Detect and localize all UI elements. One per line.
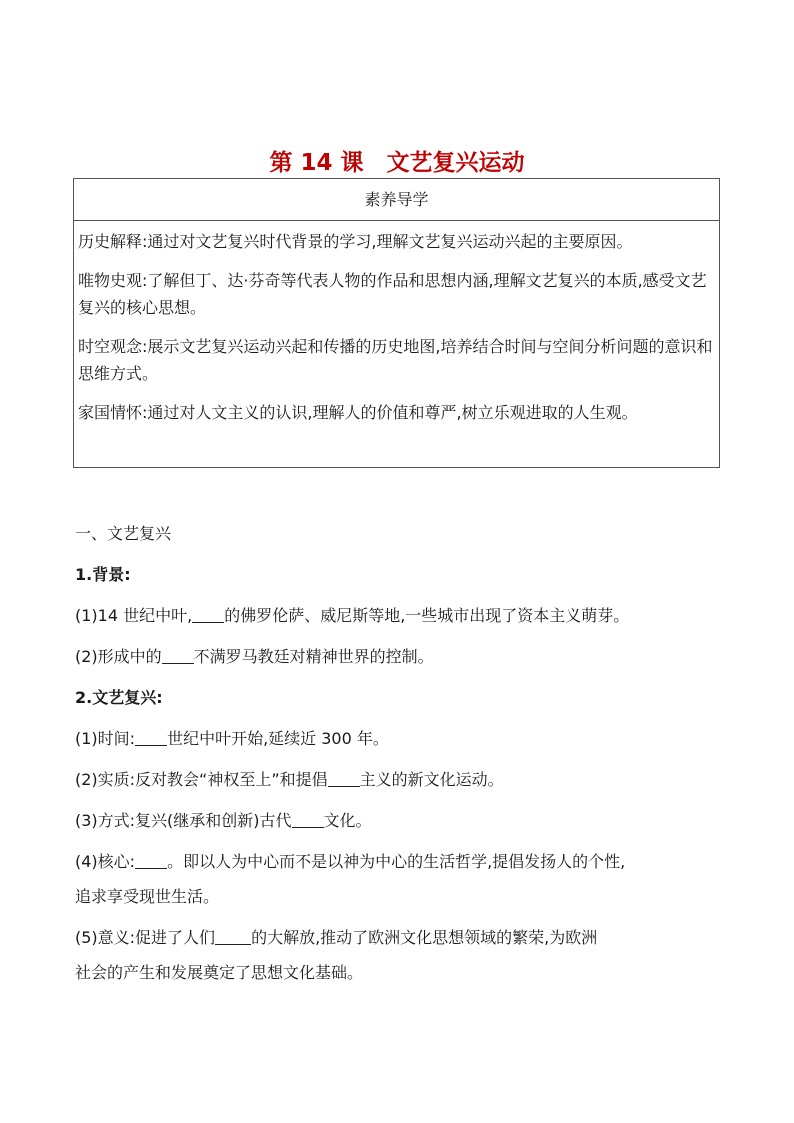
literacy-guide-body [74,221,719,427]
fill-blank[interactable] [135,852,167,869]
renaissance-item-4-cont: 追求享受现世生活。 [75,887,220,906]
section-renaissance [75,520,725,986]
background-item-2 [75,643,725,670]
text-fragment: (3)方式:复兴(继承和创新)古代 [75,811,292,830]
guide-item-patriotism: 家国情怀:通过对人文主义的认识,理解人的价值和尊严,树立乐观进取的人生观。 [78,402,638,422]
text-fragment: (2)实质:反对教会“神权至上”和提倡 [75,770,328,789]
subheading-background: 1.背景: [75,565,131,584]
text-fragment: 世纪中叶开始,延续近 300 年。 [167,729,389,748]
renaissance-item-4 [75,848,725,875]
text-fragment: (1)时间: [75,729,136,748]
fill-blank[interactable] [192,606,224,623]
guide-item-time-space: 时空观念:展示文艺复兴运动兴起和传播的历史地图,培养结合时间与空间分析问题的意识和思维方式。 [78,336,713,384]
fill-blank[interactable] [292,811,324,828]
text-fragment: 的佛罗伦萨、威尼斯等地,一些城市出现了资本主义萌芽。 [224,606,630,625]
renaissance-item-5-cont: 社会的产生和发展奠定了思想文化基础。 [75,963,364,982]
text-fragment: 。即以人为中心而不是以神为中心的生活哲学,提倡发扬人的个性, [167,852,626,871]
renaissance-item-3 [75,807,725,834]
background-item-1 [75,602,725,629]
literacy-guide-heading: 素养导学 [74,179,719,221]
text-fragment: (2)形成中的 [75,647,162,666]
renaissance-item-2 [75,766,725,793]
text-fragment: (4)核心: [75,852,136,871]
renaissance-item-1 [75,725,725,752]
text-fragment: 不满罗马教廷对精神世界的控制。 [193,647,434,666]
text-fragment: 主义的新文化运动。 [359,770,504,789]
fill-blank[interactable] [215,928,251,945]
text-fragment: 文化。 [323,811,372,830]
literacy-guide-box [73,178,720,468]
text-fragment: (1)14 世纪中叶, [75,606,193,625]
text-fragment: 的大解放,推动了欧洲文化思想领域的繁荣,为欧洲 [251,928,598,947]
guide-item-materialism: 唯物史观:了解但丁、达·芬奇等代表人物的作品和思想内涵,理解文艺复兴的本质,感受文艺复兴的核心思想。 [78,270,707,318]
fill-blank[interactable] [135,729,167,746]
subheading-renaissance: 2.文艺复兴: [75,688,163,707]
fill-blank[interactable] [328,770,360,787]
section-heading: 一、文艺复兴 [75,524,172,543]
page-title: 第 14 课 文艺复兴运动 [269,150,525,176]
renaissance-item-5 [75,924,725,951]
fill-blank[interactable] [162,647,194,664]
guide-item-history-explanation: 历史解释:通过对文艺复兴时代背景的学习,理解文艺复兴运动兴起的主要原因。 [78,232,633,251]
text-fragment: (5)意义:促进了人们 [75,928,216,947]
